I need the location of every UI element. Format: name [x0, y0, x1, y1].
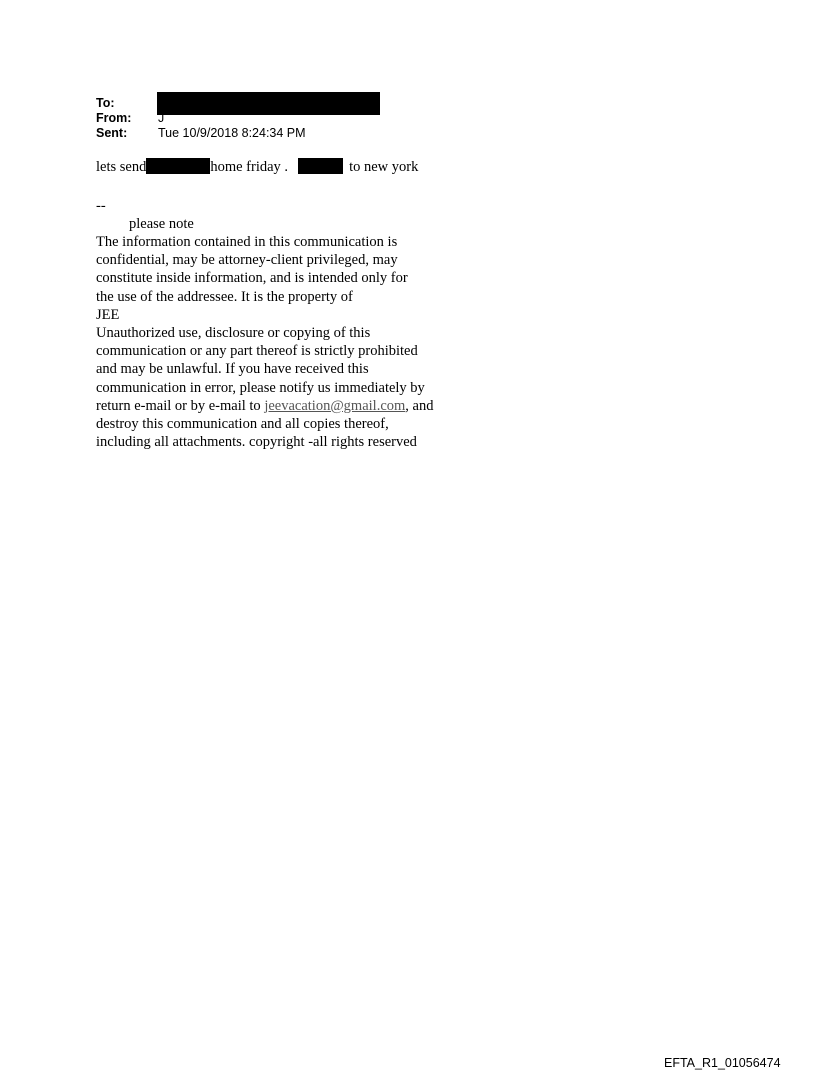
- message-part-3: to new york: [349, 159, 419, 175]
- disclaimer-line: communication or any part thereof is strictly prohibited: [96, 343, 418, 360]
- disclaimer-line: and may be unlawful. If you have received this: [96, 361, 369, 378]
- to-label: To:: [96, 96, 115, 110]
- sent-row: [96, 126, 306, 140]
- disclaimer-line: communication in error, please notify us immediately by: [96, 379, 425, 396]
- from-row: [96, 111, 164, 125]
- message-line: [96, 158, 418, 176]
- disclaimer-line: destroy this communication and all copies thereof,: [96, 415, 389, 432]
- email-suffix: , and: [405, 397, 434, 414]
- recipient-redaction: [157, 92, 380, 115]
- disclaimer-line: confidential, may be attorney-client privileged, may: [96, 252, 398, 269]
- disclaimer-line: Unauthorized use, disclosure or copying of this: [96, 324, 371, 341]
- message-redaction-2: [298, 158, 343, 174]
- from-label: From:: [96, 111, 132, 125]
- signature-separator: --: [96, 198, 106, 214]
- from-value: J: [158, 111, 165, 125]
- message-redaction-1: [146, 158, 210, 174]
- email-link[interactable]: jeevacation@gmail.com: [264, 397, 406, 414]
- disclaimer: [96, 233, 433, 451]
- disclaimer-line: The information contained in this communication is: [96, 234, 398, 250]
- disclaimer-line: constitute inside information, and is intended only for: [96, 270, 408, 287]
- sent-label: Sent:: [96, 126, 128, 140]
- disclaimer-line: the use of the addressee. It is the property of: [96, 288, 353, 305]
- document-id: EFTA_R1_01056474: [664, 1056, 781, 1070]
- to-row: [96, 96, 158, 110]
- sent-value: Tue 10/9/2018 8:24:34 PM: [158, 126, 306, 140]
- please-note: please note: [129, 216, 194, 232]
- disclaimer-email-line: [96, 397, 433, 415]
- disclaimer-line: JEE: [96, 306, 120, 323]
- disclaimer-line: including all attachments. copyright -all rights reserved: [96, 434, 417, 451]
- email-prefix: return e-mail or by e-mail to: [96, 397, 265, 414]
- message-part-2: home friday .: [210, 159, 289, 175]
- message-part-1: lets send: [96, 159, 147, 175]
